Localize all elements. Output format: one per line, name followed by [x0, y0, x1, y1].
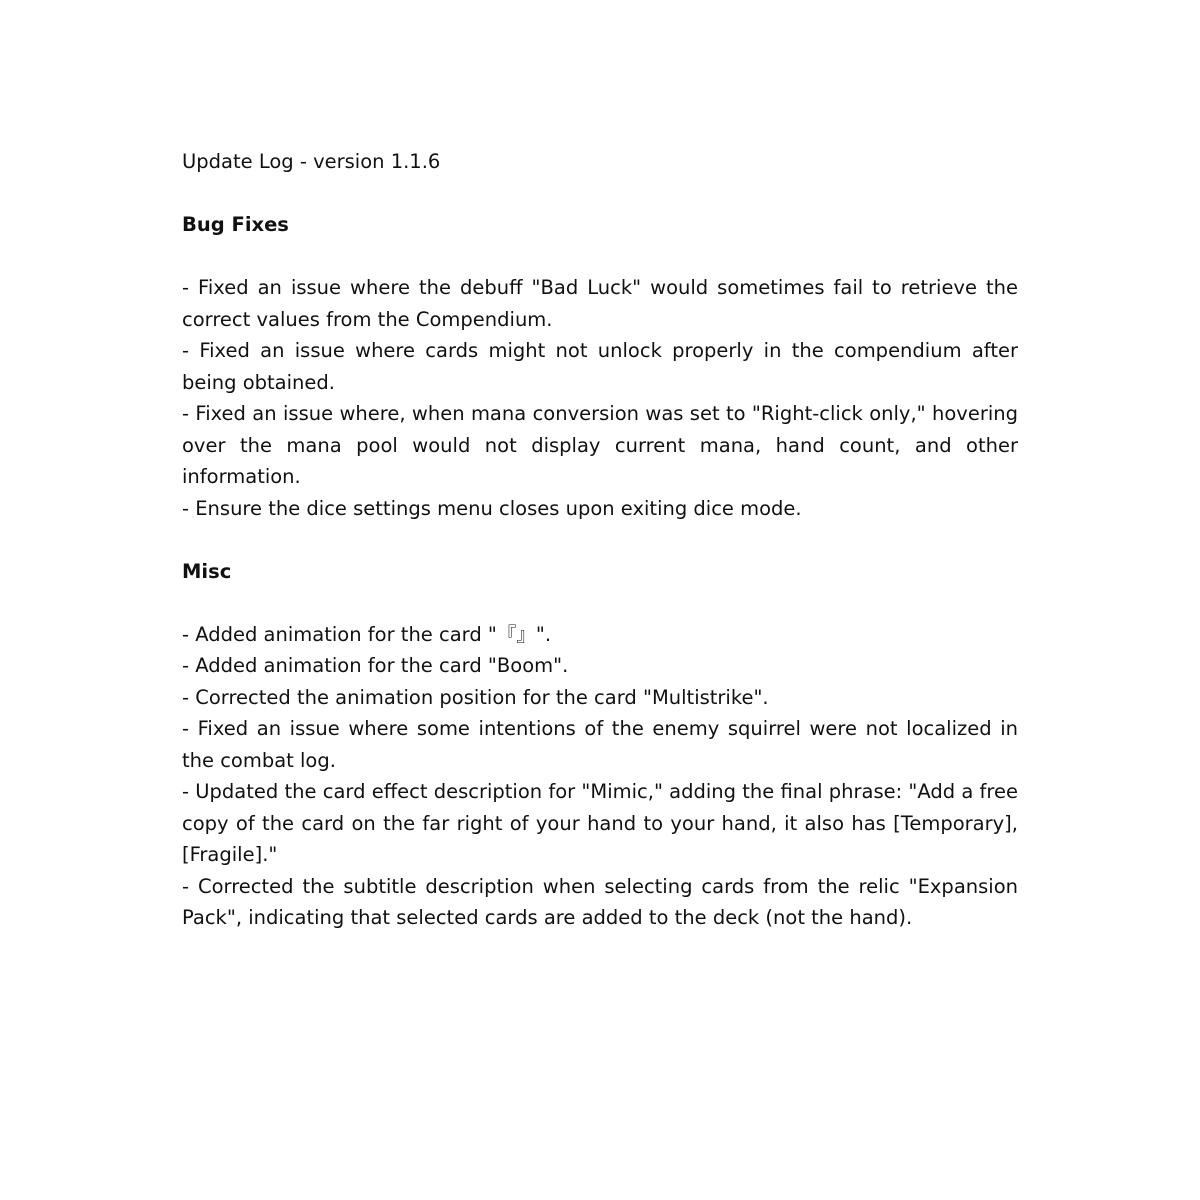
- misc-entry: - Fixed an issue where some intentions of the enemy squirrel were not localized in the combat log.: [182, 717, 1018, 772]
- bug-fix-entry: - Ensure the dice settings menu closes upon exiting dice mode.: [182, 496, 802, 520]
- update-log-document: [182, 146, 1018, 934]
- spacer: [182, 524, 1018, 556]
- misc-entry: - Corrected the subtitle description when selecting cards from the relic "Expansion Pack", indicating that selected cards are added to the deck (not the hand).: [182, 874, 1018, 929]
- section-heading-misc: Misc: [182, 559, 232, 583]
- section-heading-bug-fixes: Bug Fixes: [182, 213, 289, 236]
- misc-entry: - Added animation for the card "『』".: [182, 622, 552, 646]
- spacer: [182, 241, 1018, 273]
- bug-fix-entry: - Fixed an issue where, when mana conversion was set to "Right-click only," hovering over the mana pool would not display current mana, hand count, and other information.: [182, 402, 1018, 488]
- misc-entry: - Corrected the animation position for the card "Multistrike".: [182, 685, 769, 709]
- spacer: [182, 587, 1018, 619]
- spacer: [182, 178, 1018, 210]
- bug-fix-entry: - Fixed an issue where cards might not unlock properly in the compendium after being obtained.: [182, 339, 1018, 394]
- misc-entry: - Updated the card effect description for "Mimic," adding the final phrase: "Add a free copy of the card on the far right of your hand to your hand, it also has [Temporary], [Fragile].": [182, 780, 1018, 866]
- misc-entry: - Added animation for the card "Boom".: [182, 654, 569, 677]
- document-title: Update Log - version 1.1.6: [182, 150, 441, 173]
- bug-fix-entry: - Fixed an issue where the debuff "Bad Luck" would sometimes fail to retrieve the correct values from the Compendium.: [182, 276, 1018, 331]
